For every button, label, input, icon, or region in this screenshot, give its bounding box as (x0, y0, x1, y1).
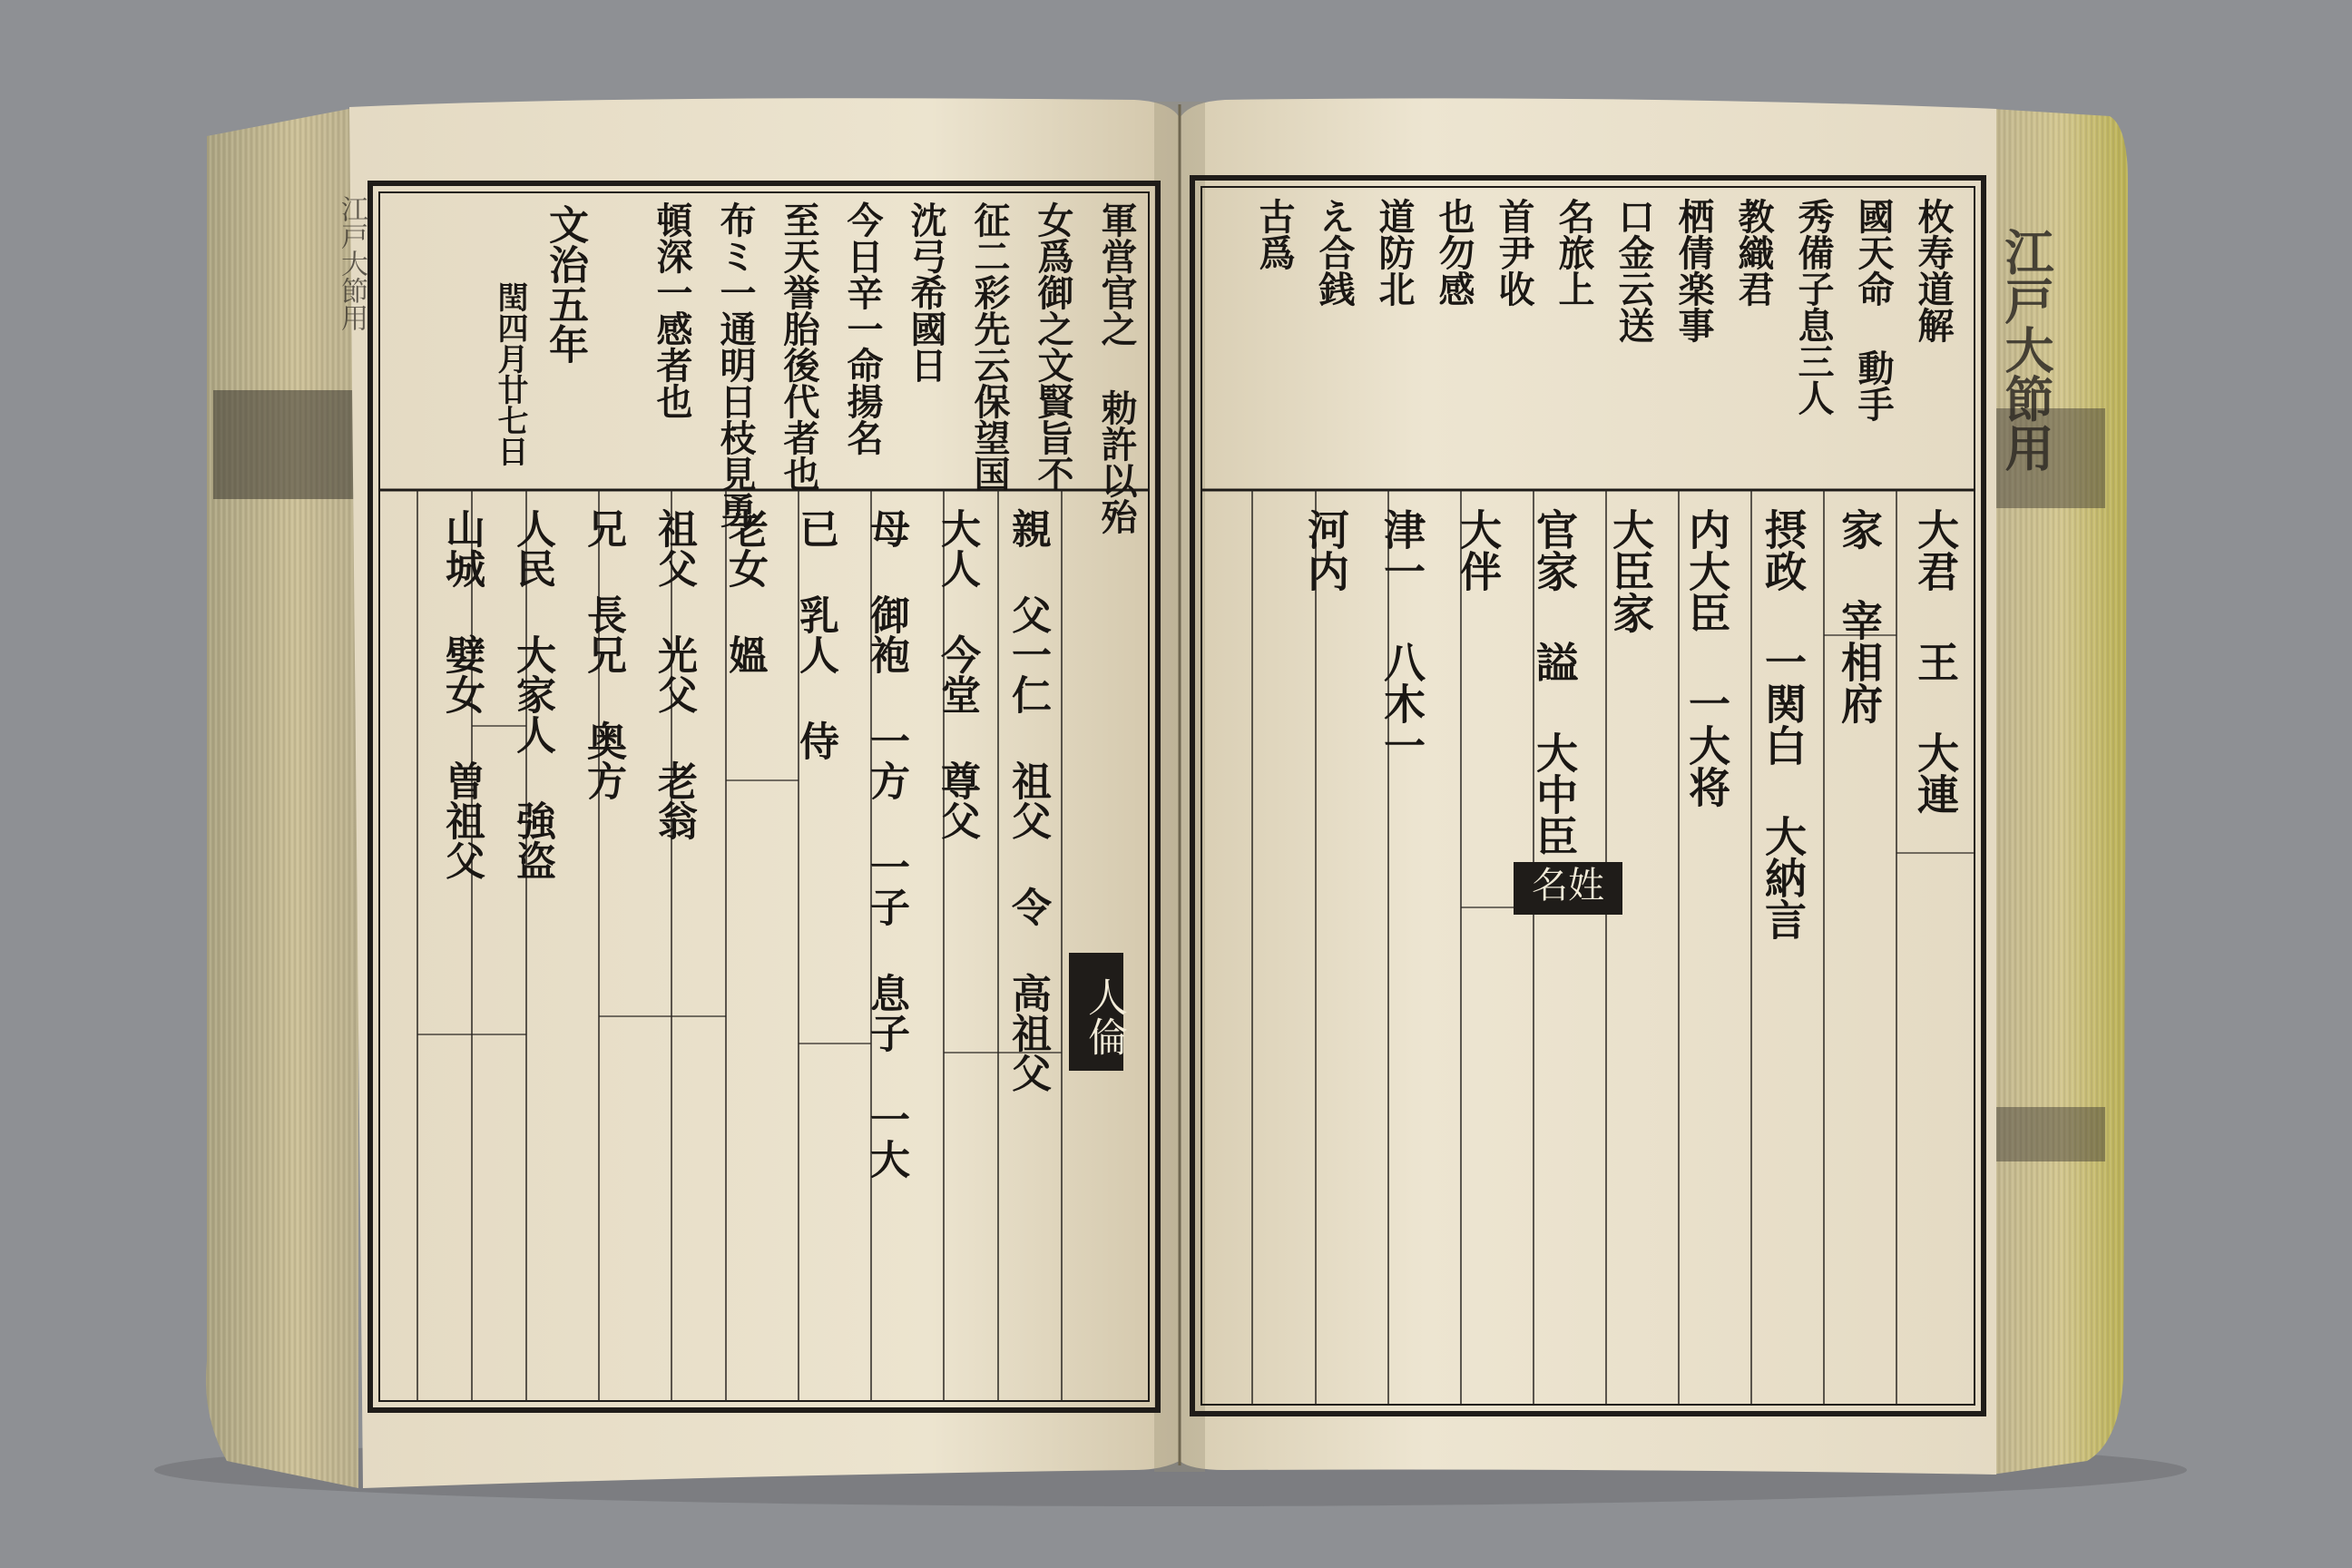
text-column: 内大臣 一大将 (1682, 508, 1731, 808)
left-edge-title: 江戸大節用 (336, 195, 368, 331)
text-column: 也勿感 (1433, 198, 1475, 307)
text-column: 栖倩楽事 (1672, 198, 1715, 343)
section-label-meisei: 名姓 (1514, 862, 1622, 915)
text-column: 沈弓希國日 (905, 201, 947, 383)
text-column: 枚寿道解 (1912, 198, 1955, 343)
text-column: 河内 (1301, 508, 1350, 592)
text-column: 女爲御之文賢旨不 (1032, 201, 1074, 492)
text-column: 摂政 一関白 大納言 (1759, 508, 1808, 940)
text-column: 人民 大家人 強盗 (509, 508, 555, 880)
text-column: 軍営官之 勅許以殆 (1095, 201, 1138, 534)
text-column: 秀備子息三人 (1792, 198, 1835, 416)
right-edge-title: 江戸大節用 (1997, 227, 2055, 472)
text-column: え合銭 (1313, 198, 1356, 307)
text-column: 口金云送 (1612, 198, 1655, 343)
text-column: 大人 今堂 尊父 (934, 508, 980, 840)
text-column: 頓深一感者也 (651, 201, 693, 419)
colophon-date: 閏四月廿七日 (492, 281, 528, 466)
text-column: 兄 長兄 奥方 (580, 508, 626, 800)
text-column: 官家 謚 大中臣 (1530, 508, 1579, 857)
text-column: 今日辛一命揚名 (841, 201, 884, 456)
text-column: 老女 媼 (721, 508, 768, 674)
text-column: 教織君 (1732, 198, 1775, 307)
text-column: 大君 王 大連 (1911, 508, 1960, 815)
text-column: 名旅上 (1553, 198, 1595, 307)
section-label-jinrin: 人倫 (1069, 953, 1123, 1071)
text-column: 母 御袍 一方 一子 息子 一大 (863, 508, 909, 1179)
text-column: 已 乳人 侍 (792, 508, 838, 760)
text-column: 首尹收 (1493, 198, 1535, 307)
text-column: 國天命 動手 (1852, 198, 1895, 422)
text-column: 家 宰相府 (1835, 508, 1884, 724)
text-column: 征二彩先云保望国 (968, 201, 1011, 492)
text-column: 至天誉胎後代者也 (778, 201, 820, 492)
colophon-era: 文治五年 (542, 204, 588, 364)
text-column: 古爲 (1253, 198, 1296, 270)
text-column: 道防北 (1373, 198, 1416, 307)
text-column: 祖父 光父 老翁 (651, 508, 697, 840)
text-column: 大臣家 (1606, 508, 1655, 633)
text-column: 津一 八木一 (1377, 508, 1426, 766)
text-column: 布ミ一通明日枝見勇 (714, 201, 757, 528)
text-column: 大伴 (1454, 508, 1503, 592)
text-column: 山城 嬖女 曽祖父 (438, 508, 485, 880)
text-column: 親 父一仁 祖父 令 高祖父 (1004, 508, 1051, 1093)
